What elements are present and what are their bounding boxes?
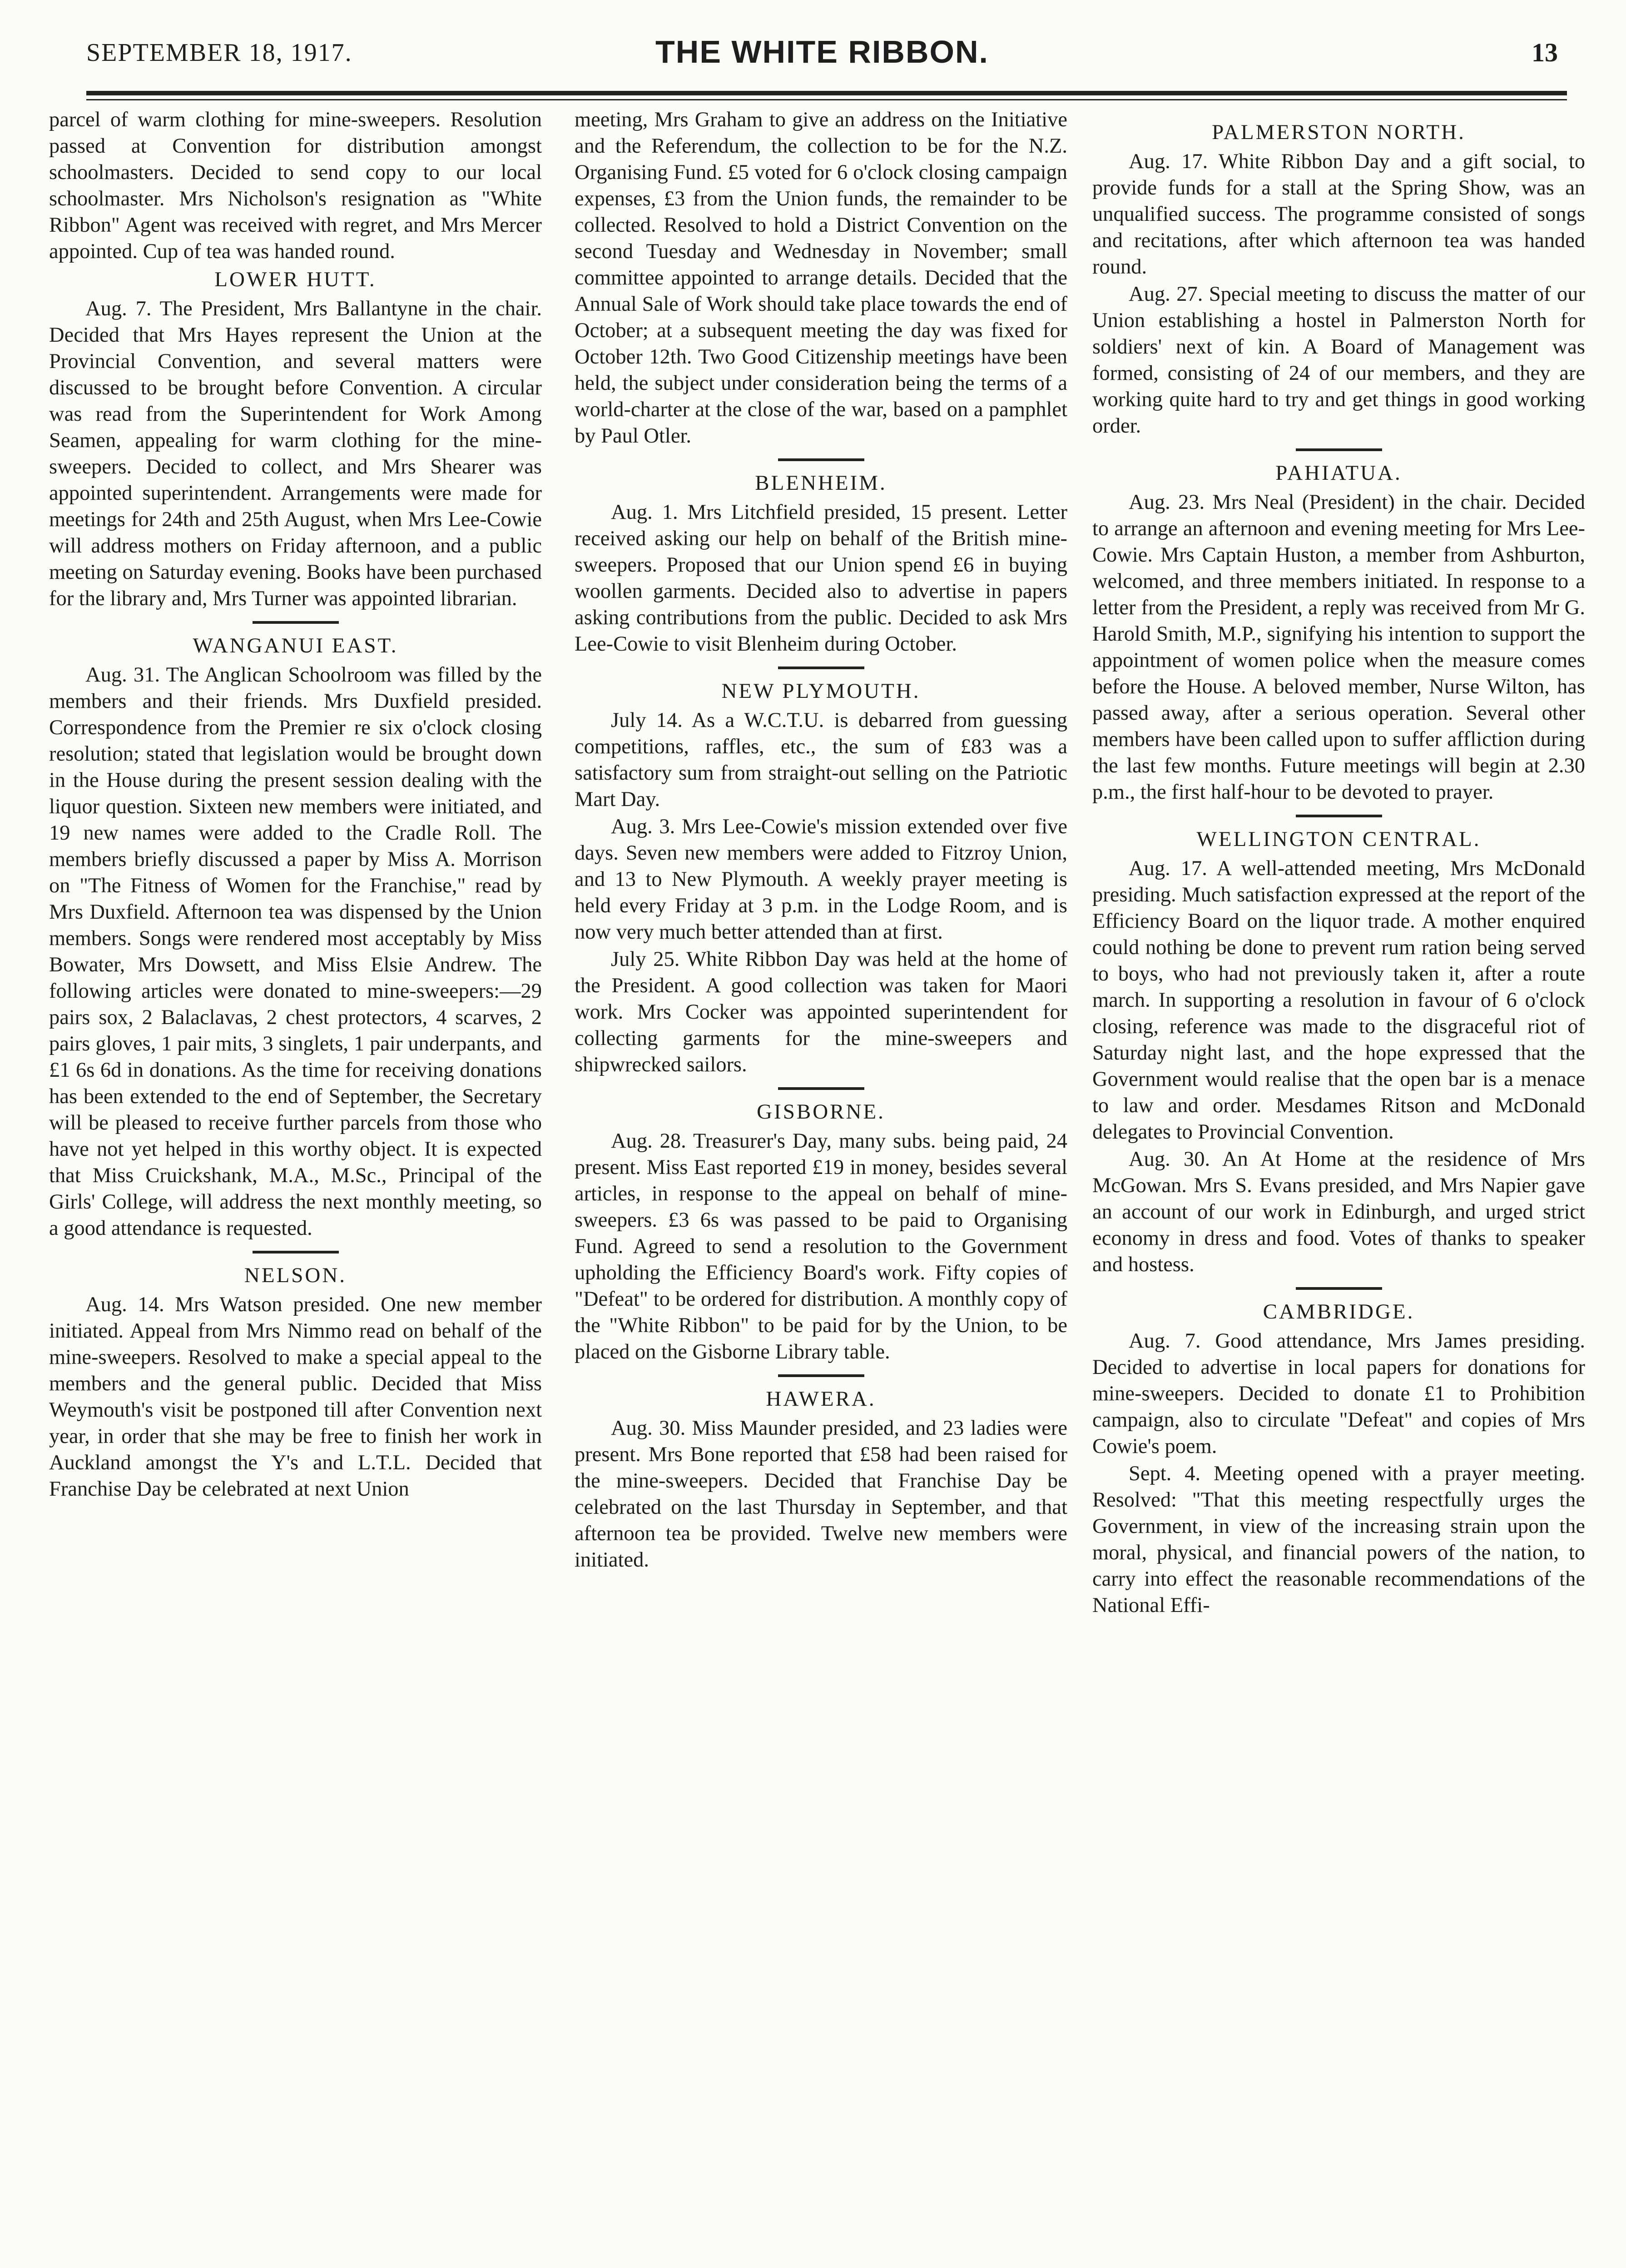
- report-paragraph: meeting, Mrs Graham to give an address on the Initiative and the Referendum, the collection to be for the N.Z. Organising Fund. £5 voted for 6 o'clock closing campaign expenses, £3 from the Union funds, the remainder to be collected. Resolved to hold a District Convention on the second Tuesday and Wednesday in November; small committee appointed to arrange details. Decided that the Annual Sale of Work should take place towards the end of October; at a subsequent meeting the day was fixed for October 12th. Two Good Citizenship meetings have been held, the subject under consideration being the terms of a world-charter at the close of the war, based on a pamphlet by Paul Otler.: [575, 108, 1067, 448]
- report-paragraph: Aug. 27. Special meeting to discuss the matter of our Union establishing a hostel in Palmerston North for soldiers' next of kin. A Board of Management was formed, consisting of 24 of our members, and they are working quite hard to try and get things in good working order.: [1092, 283, 1585, 438]
- column-3: [1092, 107, 1585, 2241]
- report-paragraph: Aug. 17. A well-attended meeting, Mrs McDonald presiding. Much satisfaction expressed at the report of the Efficiency Board on the liquor trade. A mother enquired could nothing be done to prevent rum ration being served to boys, who had not previously taken it, after a route march. In supporting a resolution in favour of 6 o'clock closing, reference was made to the disgraceful riot of Saturday night last, and the hope expressed that the Government would realise that the open bar is a menace to law and order. Mesdames Ritson and McDonald delegates to Provincial Convention.: [1092, 857, 1585, 1144]
- header-rule-thick: [86, 91, 1567, 95]
- report-paragraph: Aug. 7. Good attendance, Mrs James presiding. Decided to advertise in local papers for donations for mine-sweepers. Decided to donate £1 to Prohibition campaign, also to circulate "Defeat" and copies of Mrs Cowie's poem.: [1092, 1329, 1585, 1458]
- page-header: [86, 27, 1558, 82]
- section-divider: [253, 621, 339, 624]
- section-divider: [1296, 815, 1382, 817]
- report-paragraph: Aug. 7. The President, Mrs Ballantyne in the chair. Decided that Mrs Hayes represent the Union at the Provincial Convention, and several matters were discussed to be brought before Convention. A circular was read from the Superintendent for Work Among Seamen, appealing for warm clothing for the mine-sweepers. Decided to collect, and Mrs Shearer was appointed superintendent. Arrangements were made for meetings for 24th and 25th August, when Mrs Lee-Cowie will address mothers on Friday afternoon, and a public meeting on Saturday evening. Books have been purchased for the library and, Mrs Turner was appointed librarian.: [49, 297, 542, 610]
- issue-date: SEPTEMBER 18, 1917.: [86, 39, 352, 67]
- column-1: [49, 107, 542, 2241]
- column-2: [575, 107, 1067, 2241]
- section-divider: [1296, 1287, 1382, 1290]
- report-paragraph: Aug. 28. Treasurer's Day, many subs. being paid, 24 present. Miss East reported £19 in money, besides several articles, in response to the appeal on behalf of mine-sweepers. £3 6s was passed to be paid to Organising Fund. Agreed to send a resolution to the Government upholding the Efficiency Board's work. Fifty copies of "Defeat" to be ordered for distribution. A monthly copy of the "White Ribbon" to be paid for by the Union, to be placed on the Gisborne Library table.: [575, 1129, 1067, 1363]
- section-heading: HAWERA.: [766, 1387, 876, 1411]
- report-paragraph: Aug. 23. Mrs Neal (President) in the chair. Decided to arrange an afternoon and evening meeting for Mrs Lee-Cowie. Mrs Captain Huston, a member from Ashburton, welcomed, and three members initiated. In response to a letter from the President, a reply was received from Mr G. Harold Smith, M.P., signifying his intention to support the appointment of women police when the measure comes before the House. A beloved member, Nurse Wilton, has passed away, after a serious operation. Several other members have been called upon to suffer affliction during the last few months. Future meetings will begin at 2.30 p.m., the first half-hour to be devoted to prayer.: [1092, 491, 1585, 804]
- section-heading: GISBORNE.: [757, 1100, 885, 1124]
- section-divider: [1296, 448, 1382, 451]
- section-heading: NEW PLYMOUTH.: [721, 679, 921, 703]
- report-paragraph: Aug. 1. Mrs Litchfield presided, 15 present. Letter received asking our help on behalf of the British mine-sweepers. Proposed that our Union spend £6 in buying woollen garments. Decided also to advertise in papers asking contributions from the public. Decided to ask Mrs Lee-Cowie to visit Blenheim during October.: [575, 501, 1067, 656]
- report-paragraph: July 25. White Ribbon Day was held at the home of the President. A good collection was taken for Maori work. Mrs Cocker was appointed superintendent for collecting garments for the mine-sweepers and shipwrecked sailors.: [575, 948, 1067, 1076]
- section-heading: CAMBRIDGE.: [1263, 1300, 1415, 1323]
- report-paragraph: Sept. 4. Meeting opened with a prayer meeting. Resolved: "That this meeting respectfully urges the Government, in view of the increasing strain upon the moral, physical, and financial powers of the nation, to carry into effect the reasonable recommendations of the National Effi-: [1092, 1462, 1585, 1617]
- section-heading: LOWER HUTT.: [214, 268, 377, 291]
- section-divider: [778, 1087, 864, 1090]
- section-heading: NELSON.: [244, 1263, 347, 1287]
- report-paragraph: July 14. As a W.C.T.U. is debarred from guessing competitions, raffles, etc., the sum of £83 was a satisfactory sum from straight-out selling on the Patriotic Mart Day.: [575, 709, 1067, 811]
- publication-title: THE WHITE RIBBON.: [655, 34, 989, 70]
- page-number: 13: [1532, 38, 1558, 67]
- report-paragraph: Aug. 30. An At Home at the residence of Mrs McGowan. Mrs S. Evans presided, and Mrs Napier gave an account of our work in Edinburgh, and urged strict economy in dress and food. Votes of thanks to speaker and hostess.: [1092, 1148, 1585, 1276]
- section-divider: [778, 1374, 864, 1377]
- section-heading: WANGANUI EAST.: [193, 634, 398, 657]
- section-divider: [778, 666, 864, 669]
- section-heading: WELLINGTON CENTRAL.: [1196, 827, 1481, 851]
- report-paragraph: Aug. 30. Miss Maunder presided, and 23 ladies were present. Mrs Bone reported that £58 had been raised for the mine-sweepers. Decided that Franchise Day be celebrated on the last Thursday in September, and that afternoon tea be provided. Twelve new members were initiated.: [575, 1417, 1067, 1572]
- report-paragraph: Aug. 17. White Ribbon Day and a gift social, to provide funds for a stall at the Spring Show, was an unqualified success. The programme consisted of songs and recitations, after which afternoon tea was handed round.: [1092, 150, 1585, 279]
- section-divider: [778, 458, 864, 461]
- section-heading: PAHIATUA.: [1275, 461, 1402, 485]
- section-divider: [253, 1251, 339, 1253]
- section-heading: BLENHEIM.: [755, 471, 887, 495]
- report-paragraph: Aug. 14. Mrs Watson presided. One new member initiated. Appeal from Mrs Nimmo read on behalf of the mine-sweepers. Resolved to make a special appeal to the members and the general public. Decided that Miss Weymouth's visit be postponed till after Convention next year, in order that she may be free to finish her work in Auckland amongst the Y's and L.T.L. Decided that Franchise Day be celebrated at next Union: [49, 1293, 542, 1501]
- report-paragraph: parcel of warm clothing for mine-sweepers. Resolution passed at Convention for distribution amongst schoolmasters. Decided to send copy to our local schoolmaster. Mrs Nicholson's resignation as "White Ribbon" Agent was received with regret, and Mrs Mercer appointed. Cup of tea was handed round.: [49, 108, 542, 263]
- header-rule-thin: [86, 99, 1567, 100]
- report-paragraph: Aug. 3. Mrs Lee-Cowie's mission extended over five days. Seven new members were added to Fitzroy Union, and 13 to New Plymouth. A weekly prayer meeting is held every Friday at 3 p.m. in the Lodge Room, and is now very much better attended than at first.: [575, 815, 1067, 944]
- report-paragraph: Aug. 31. The Anglican Schoolroom was filled by the members and their friends. Mrs Duxfield presided. Correspondence from the Premier re six o'clock closing resolution; stated that legislation would be brought down in the House during the present session dealing with the liquor question. Sixteen new members were initiated, and 19 new names were added to the Cradle Roll. The members briefly discussed a paper by Miss A. Morrison on "The Fitness of Women for the Franchise," read by Mrs Duxfield. Afternoon tea was dispensed by the Union members. Songs were rendered most acceptably by Miss Bowater, Mrs Dowsett, and Miss Elsie Andrew. The following articles were donated to mine-sweepers:—29 pairs sox, 2 Balaclavas, 2 chest protectors, 4 scarves, 2 pairs gloves, 1 pair mits, 3 singlets, 1 pair underpants, and £1 6s 6d in donations. As the time for receiving donations has been extended to the end of September, the Secretary will be pleased to receive further parcels from those who have not yet helped in this worthy object. It is expected that Miss Cruickshank, M.A., M.Sc., Principal of the Girls' College, will address the next monthly meeting, so a good attendance is requested.: [49, 663, 542, 1240]
- section-heading: PALMERSTON NORTH.: [1212, 120, 1466, 144]
